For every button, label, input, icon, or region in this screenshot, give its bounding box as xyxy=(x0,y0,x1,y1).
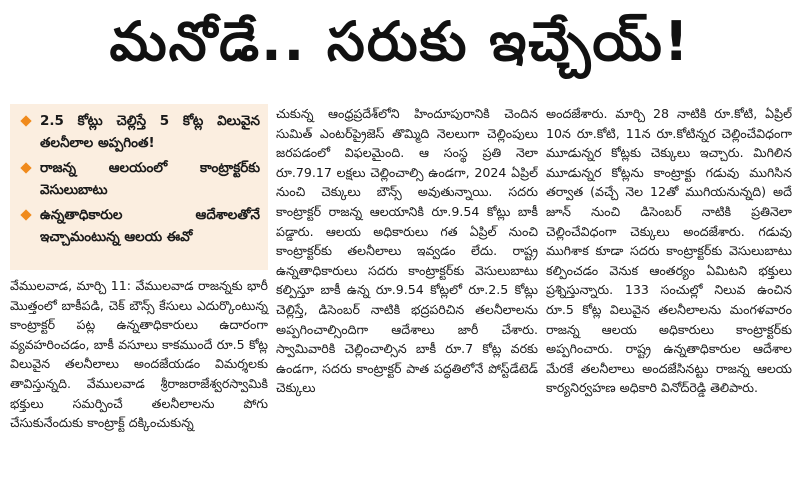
highlight-item xyxy=(18,110,260,154)
diamond-bullet-icon xyxy=(20,162,31,173)
highlight-text: రాజన్న ఆలయంలో కాంట్రాక్టర్‌కు వెసులుబాటు xyxy=(40,160,260,198)
headline: మనోడే.. సరుకు ఇచ్చేయ్! xyxy=(109,9,691,73)
highlight-item xyxy=(18,157,260,201)
article-text-column-3: అందజేశారు. మార్చి 28 నాటికి రూ.కోటి, ఏప్రిల్‌ 10న రూ.కోటి, 11న రూ.కోటిన్నర చెల్లించేవిధంగా మూడున్నర కోట్లకు చెక్కులు ఇచ్చారు. మిగిలిన మూడున్నర కోట్లను కాంట్రాక్టు గడువు ముగిసిన తర్వాత (వచ్చే నెల 12తో ముగియనున్నది) అదే జూన్‌ నుంచి డిసెంబర్‌ నాటికి ప్రతినెలా చెల్లించేవిధంగా చెక్కులు అందజేశారు. గడువు ముగిశాక కూడా సదరు కాంట్రాక్టర్‌కు వెసులుబాటు కల్పించడం వెనుక ఆంతర్యం ఏమిటని భక్తులు ప్రశ్నిస్తున్నారు. 133 సంచుల్లో నిలువ ఉంచిన రూ.5 కోట్ల విలువైన తలనీలాలను మంగళవారం రాజన్న ఆలయ అధికారులు కాంట్రాక్టర్‌కు అప్పగించారు. రాష్ట్ర ఉన్నతాధికారుల ఆదేశాల మేరకే తలనీలాలు అందజేసినట్టు రాజన్న ఆలయ కార్యనిర్వహణ అధికారి వినోద్‌రెడ్డి తెలిపారు. xyxy=(546,106,792,396)
highlight-text: 2.5 కోట్లు చెల్లిస్తే 5 కోట్ల విలువైన తలనీలాల అప్పగింత! xyxy=(40,113,260,151)
highlight-item xyxy=(18,204,260,248)
article-text-column-2: చుకున్న ఆంధ్రప్రదేశ్‌లోని హిందూపురానికి చెందిన సుమిత్‌ ఎంటర్‌ప్రైజెస్‌ తొమ్మిది నెలలుగా చెల్లింపులు జరపడంలో విఫలమైంది. ఆ సంస్థ ప్రతి నెలా రూ.79.17 లక్షలు చెల్లించాల్సి ఉండగా, 2024 ఏప్రిల్‌ నుంచి చెక్కులు బౌన్స్‌ అవుతున్నాయి. సదరు కాంట్రాక్టర్‌ రాజన్న ఆలయానికి రూ.9.54 కోట్లు బాకీ పడ్డారు. ఆలయ అధికారులు గత ఏప్రిల్‌ నుంచి కాంట్రాక్టర్‌కు తలనీలాలు ఇవ్వడం లేదు. రాష్ట్ర ఉన్నతాధికారులు సదరు కాంట్రాక్టర్‌కు వెసులుబాటు కల్పిస్తూ బాకీ ఉన్న రూ.9.54 కోట్లలో రూ.2.5 కోట్లు చెల్లిస్తే, డిసెంబర్‌ నాటికి భద్రపరిచిన తలనీలాలను అప్పగించాల్సిందిగా ఆదేశాలు జారీ చేశారు. స్వామివారికి చెల్లించాల్సిన బాకీ రూ.7 కోట్ల వరకు ఉండగా, సదరు కాంట్రాక్టర్‌ పాత పద్ధతిలోనే పోస్ట్‌డేటెడ్‌ చెక్కులు xyxy=(276,106,538,396)
diamond-bullet-icon xyxy=(20,115,31,126)
column-2 xyxy=(276,104,538,496)
article-text-column-1: వేములవాడ, మార్చి 11: వేములవాడ రాజన్నకు భారీ మొత్తంలో బాకీపడి, చెక్‌ బౌన్స్‌ కేసులు ఎదుర్కొంటున్న కాంట్రాక్టర్‌ పట్ల ఉన్నతాధికారులు ఉదారంగా వ్యవహరించడం, బాకీ వసూలు కాకముందే రూ.5 కోట్ల విలువైన తలనీలాలు అందజేయడం విమర్శలకు తావిస్తున్నది. వేములవాడ శ్రీరాజరాజేశ్వరస్వామికి భక్తులు సమర్పించే తలనీలాలను పోగు చేసుకునేందుకు కాంట్రాక్ట్‌ దక్కించుకున్న xyxy=(10,278,268,431)
column-3 xyxy=(546,104,792,496)
column-1 xyxy=(10,104,268,433)
highlights-box xyxy=(10,104,268,270)
diamond-bullet-icon xyxy=(20,209,31,220)
highlight-text: ఉన్నతాధికారుల ఆదేశాలతోనే ఇచ్చామంటున్న ఆలయ ఈవో xyxy=(40,207,260,245)
